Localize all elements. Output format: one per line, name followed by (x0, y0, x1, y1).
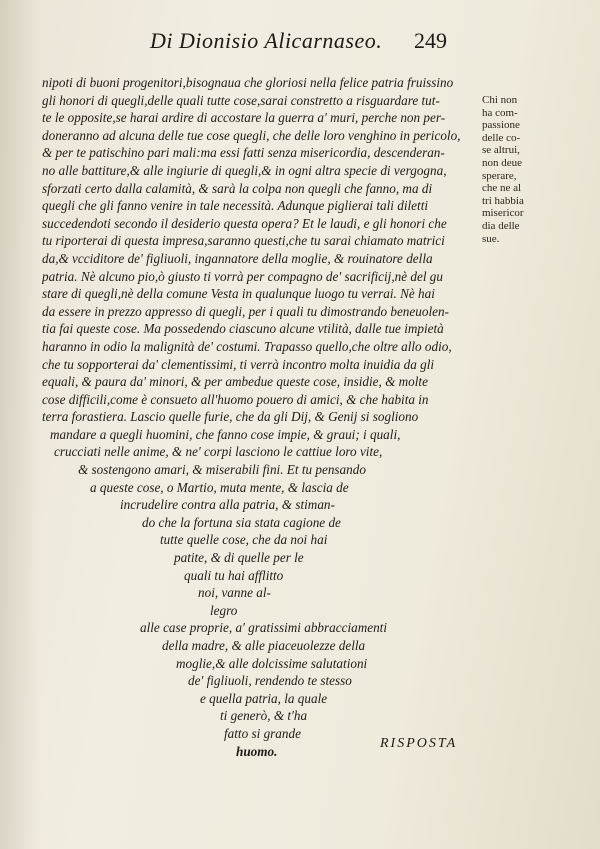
text-line: mandare a quegli huomini, che fanno cose impie, & graui; i quali, (50, 426, 401, 442)
running-title: Di Dionisio Alicarnaseo. (150, 28, 383, 53)
text-line: che tu sopporterai da' clementissimi, ti verrà incontro molta inuidia da gli (42, 356, 435, 372)
text-line: te le opposite,se harai ardire di accostare la guerra a' muri, perche non per- (42, 110, 446, 126)
text-line: stare di quegli,nè della comune Vesta in qualunque luogo tu verrai. Nè hai (42, 286, 435, 302)
text-line: succedendoti secondo il desiderio questa opera? Et le laudi, e gli honori che (42, 215, 447, 231)
text-line: a queste cose, o Martio, muta mente, & lascia de (90, 479, 349, 495)
text-line: alle case proprie, a' gratissimi abbracciamenti (140, 620, 388, 636)
text-line: della madre, & alle piaceuolezze della (162, 638, 366, 653)
text-line: tia fai queste cose. Ma possedendo ciascuno alcune vtilità, dalle tue impietà (42, 321, 444, 337)
text-line: cose difficili,come è consueto all'huomo pouero di amici, & che habita in (42, 391, 429, 407)
margin-note-line: dia delle (482, 219, 520, 232)
text-line: crucciati nelle anime, & ne' corpi lasciono le cattiue loro vite, (54, 444, 383, 460)
text-line: tu riporterai di questa impresa,saranno questi,che tu sarai chiamato matrici (42, 233, 445, 249)
text-line: da essere in prezzo appresso di quegli, per i quali tu dimostrando beneuolen- (42, 303, 449, 319)
margin-note-line: passione (482, 119, 520, 132)
text-line: & sostengono amari, & miserabili fini. Et tu pensando (78, 462, 366, 478)
text-line: no alle battiture,& alle ingiurie di quegli,& in ogni altra specie di vergogna, (42, 162, 447, 178)
text-line: quali tu hai afflitto (184, 567, 284, 583)
text-line: sforzati certo dalla calamità, & sarà la colpa non quegli che fanno, ma di (42, 180, 433, 196)
text-line: quegli che gli fanno venire in tale necessità. Adunque piglierai tali diletti (42, 198, 429, 214)
text-line: legro (210, 602, 238, 618)
text-line: doneranno ad alcuna delle tue cose quegli, che delle loro venghino in pericolo, (42, 127, 461, 143)
margin-note-line: misericor (482, 207, 524, 220)
text-line: de' figliuoli, rendendo te stesso (188, 673, 352, 689)
text-line: equali, & paura da' minori, & per ambedue queste cose, insidie, & molte (42, 374, 428, 390)
margin-note-line: Chi non (482, 94, 518, 106)
margin-note-line: tri habbia (482, 194, 524, 207)
margin-note-line: che ne al (482, 182, 522, 195)
text-line: terra forastiera. Lascio quelle furie, che da gli Dij, & Genij si sogliono (42, 409, 419, 425)
text-line: e quella patria, la quale (200, 690, 328, 706)
catchword: RISPOSTA (380, 736, 458, 751)
text-line: fatto si grande (224, 725, 301, 741)
margin-note-line: se altrui, (482, 144, 520, 157)
margin-note (482, 94, 552, 245)
page-number: 249 (414, 28, 447, 53)
text-line: noi, vanne al- (198, 585, 271, 601)
margin-note-line: non deue (482, 156, 523, 169)
text-line: huomo. (236, 743, 278, 759)
text-line: do che la fortuna sia stata cagione de (142, 514, 341, 530)
text-line: & per te patischino pari mali:ma essi fatti senza misericordia, descenderan- (42, 145, 445, 161)
margin-note-line: sperare, (482, 169, 517, 182)
text-line: da,& vcciditore de' figliuoli, ingannatore della moglie, & rouinatore della (42, 250, 433, 266)
text-line: ti generò, & t'ha (220, 708, 308, 724)
text-line: moglie,& alle dolcissime salutationi (176, 655, 368, 671)
margin-note-line: delle co- (482, 131, 521, 144)
margin-note-line: sue. (482, 232, 500, 245)
text-line: nipoti di buoni progenitori,bisognaua che gloriosi nella felice patria fruissino (42, 75, 454, 90)
text-line: haranno in odio la malignità de' costumi. Trapasso quello,che oltre allo odio, (42, 338, 452, 354)
text-line: gli honori di quegli,delle quali tutte cose,sarai constretto a risguardare tut- (42, 92, 440, 108)
text-line: incrudelire contra alla patria, & stiman- (120, 497, 335, 513)
text-line: tutte quelle cose, che da noi hai (160, 532, 328, 548)
body-text (42, 74, 472, 760)
text-line: patite, & di quelle per le (174, 550, 304, 566)
margin-note-line: ha com- (482, 106, 518, 119)
text-line: patria. Nè alcuno pio,ò giusto ti vorrà per compagno de' sacrificij,nè del gu (42, 268, 443, 284)
